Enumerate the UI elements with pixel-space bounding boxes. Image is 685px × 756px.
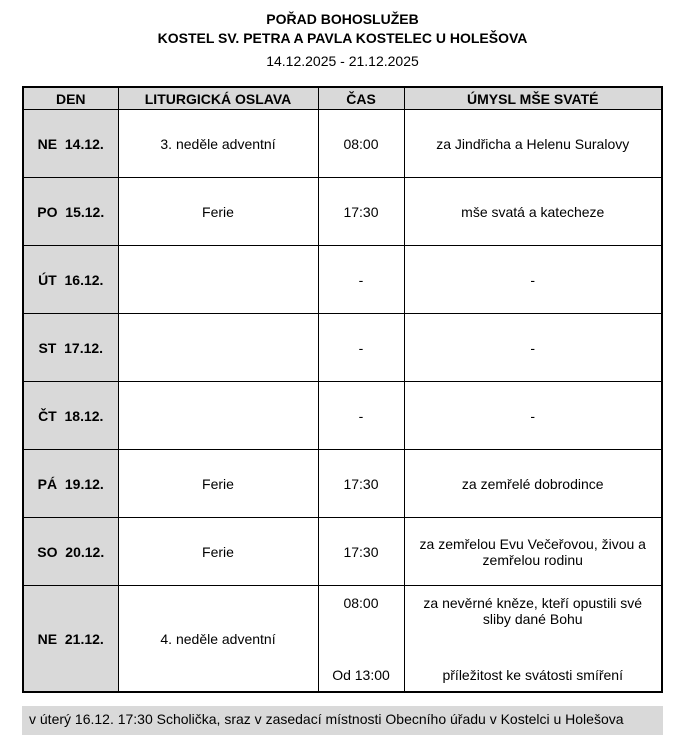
day-label: ÚT 16.12.	[38, 271, 104, 288]
header-cell-liturgicka-oslava: LITURGICKÁ OSLAVA	[118, 87, 318, 110]
day-label: PÁ 19.12.	[37, 475, 104, 492]
footer-note: v úterý 16.12. 17:30 Scholička, sraz v zasedací místnosti Obecního úřadu v Kostelci u Holešova	[22, 706, 663, 736]
day-cell	[23, 382, 118, 450]
time-cell: 08:00	[318, 110, 404, 178]
intention-cell: za nevěrné kněze, kteří opustili své sliby dané Bohu příležitost ke svátosti smíření	[404, 586, 662, 692]
date-range: 14.12.2025 - 21.12.2025	[266, 52, 419, 69]
page-subtitle: KOSTEL SV. PETRA A PAVLA KOSTELEC U HOLEŠOVA	[157, 29, 528, 46]
time-cell: -	[318, 382, 404, 450]
header-cell-umysl: ÚMYSL MŠE SVATÉ	[404, 87, 662, 110]
intention-cell: -	[404, 314, 662, 382]
time-cell: 17:30	[318, 518, 404, 586]
intention-cell: -	[404, 382, 662, 450]
time-cell: 08:00 Od 13:00	[318, 586, 404, 692]
time-cell: -	[318, 246, 404, 314]
table-row	[23, 110, 662, 178]
table-row	[23, 178, 662, 246]
intention-cell: za zemřelou Evu Večeřovou, živou a zemřelou rodinu	[404, 518, 662, 586]
celebration-cell	[118, 246, 318, 314]
document-header	[0, 10, 685, 72]
day-cell	[23, 450, 118, 518]
table-row	[23, 246, 662, 314]
header-cell-cas: ČAS	[318, 87, 404, 110]
table-row	[23, 382, 662, 450]
time-cell: 17:30	[318, 178, 404, 246]
schedule-table	[22, 86, 663, 693]
table-header-row	[23, 87, 662, 110]
table-row	[23, 314, 662, 382]
day-label: NE 21.12.	[37, 630, 104, 647]
day-label: ST 17.12.	[38, 339, 104, 356]
schedule-table-wrapper	[22, 86, 663, 693]
day-label: PO 15.12.	[37, 203, 105, 220]
day-cell	[23, 178, 118, 246]
day-label: ČT 18.12.	[38, 407, 104, 424]
day-cell	[23, 518, 118, 586]
table-row	[23, 586, 662, 692]
celebration-cell: 4. neděle adventní	[118, 586, 318, 692]
celebration-cell: Ferie	[118, 518, 318, 586]
time-cell: -	[318, 314, 404, 382]
table-row	[23, 518, 662, 586]
celebration-cell: Ferie	[118, 178, 318, 246]
day-cell	[23, 586, 118, 692]
intention-cell: -	[404, 246, 662, 314]
day-cell	[23, 314, 118, 382]
day-label: SO 20.12.	[37, 543, 105, 560]
header-cell-den: DEN	[23, 87, 118, 110]
intention-cell: za zemřelé dobrodince	[404, 450, 662, 518]
day-cell	[23, 110, 118, 178]
table-row	[23, 450, 662, 518]
celebration-cell	[118, 314, 318, 382]
day-cell	[23, 246, 118, 314]
intention-cell: mše svatá a katecheze	[404, 178, 662, 246]
celebration-cell: Ferie	[118, 450, 318, 518]
page-title: POŘAD BOHOSLUŽEB	[266, 11, 419, 27]
celebration-cell: 3. neděle adventní	[118, 110, 318, 178]
intention-cell: za Jindřicha a Helenu Suralovy	[404, 110, 662, 178]
celebration-cell	[118, 382, 318, 450]
day-label: NE 14.12.	[37, 135, 104, 152]
time-cell: 17:30	[318, 450, 404, 518]
